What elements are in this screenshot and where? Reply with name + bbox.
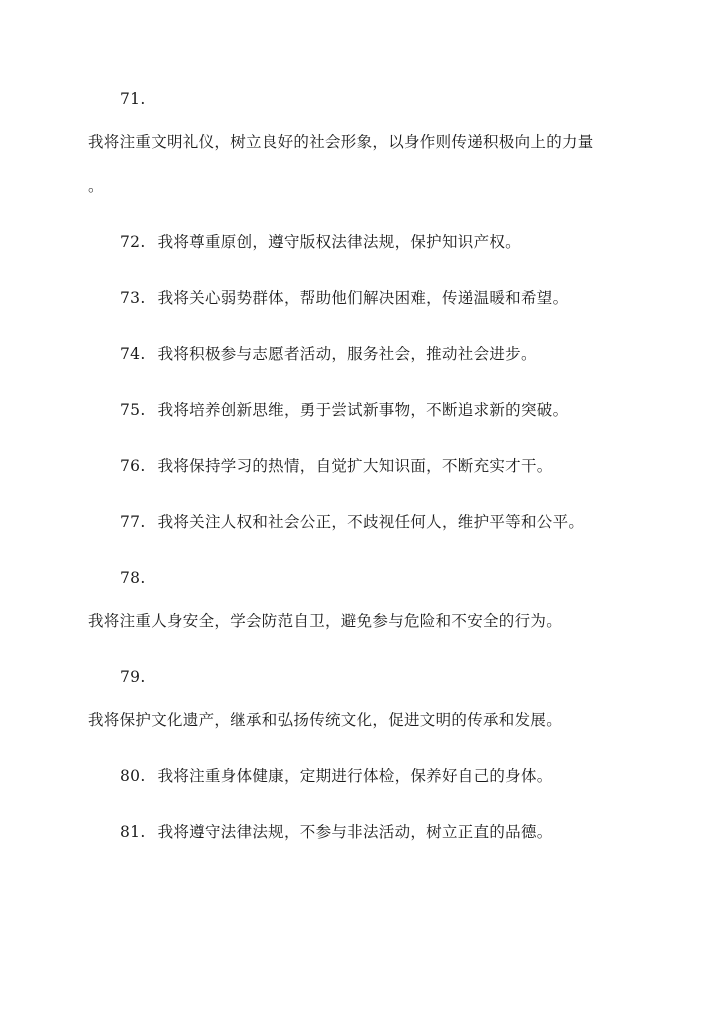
item-75-text: 我将培养创新思维，勇于尝试新事物，不断追求新的突破。	[157, 401, 569, 419]
item-78-number: 78.	[120, 569, 146, 587]
item-77-text: 我将关注人权和社会公正，不歧视任何人，维护平等和公平。	[157, 513, 585, 531]
item-80	[120, 766, 553, 786]
item-79-number: 79.	[120, 668, 146, 686]
item-78-text: 我将注重人身安全，学会防范自卫，避免参与危险和不安全的行为。	[88, 612, 563, 630]
item-73-number: 73.	[120, 289, 146, 307]
item-77-number: 77.	[120, 513, 146, 531]
item-80-text: 我将注重身体健康，定期进行体检，保养好自己的身体。	[157, 767, 553, 785]
item-77	[120, 512, 584, 532]
item-74-number: 74.	[120, 345, 146, 363]
item-74-text: 我将积极参与志愿者活动，服务社会，推动社会进步。	[157, 345, 537, 363]
item-72-text: 我将尊重原创，遵守版权法律法规，保护知识产权。	[157, 233, 521, 251]
item-72-number: 72.	[120, 233, 146, 251]
item-71-number: 71.	[120, 90, 146, 108]
item-81	[120, 822, 553, 842]
item-73-text: 我将关心弱势群体，帮助他们解决困难，传递温暖和希望。	[157, 289, 569, 307]
item-71-text: 我将注重文明礼仪，树立良好的社会形象，以身作则传递积极向上的力量	[88, 133, 594, 151]
item-80-number: 80.	[120, 767, 146, 785]
item-74	[120, 344, 537, 364]
item-75	[120, 400, 568, 420]
item-72	[120, 232, 521, 252]
item-76	[120, 456, 553, 476]
item-79-text: 我将保护文化遗产，继承和弘扬传统文化，促进文明的传承和发展。	[88, 711, 563, 729]
item-73	[120, 288, 568, 308]
item-75-number: 75.	[120, 401, 146, 419]
item-76-text: 我将保持学习的热情，自觉扩大知识面，不断充实才干。	[157, 457, 553, 475]
item-71-continuation: 。	[88, 177, 104, 195]
item-81-text: 我将遵守法律法规，不参与非法活动，树立正直的品德。	[157, 823, 553, 841]
item-76-number: 76.	[120, 457, 146, 475]
item-81-number: 81.	[120, 823, 146, 841]
